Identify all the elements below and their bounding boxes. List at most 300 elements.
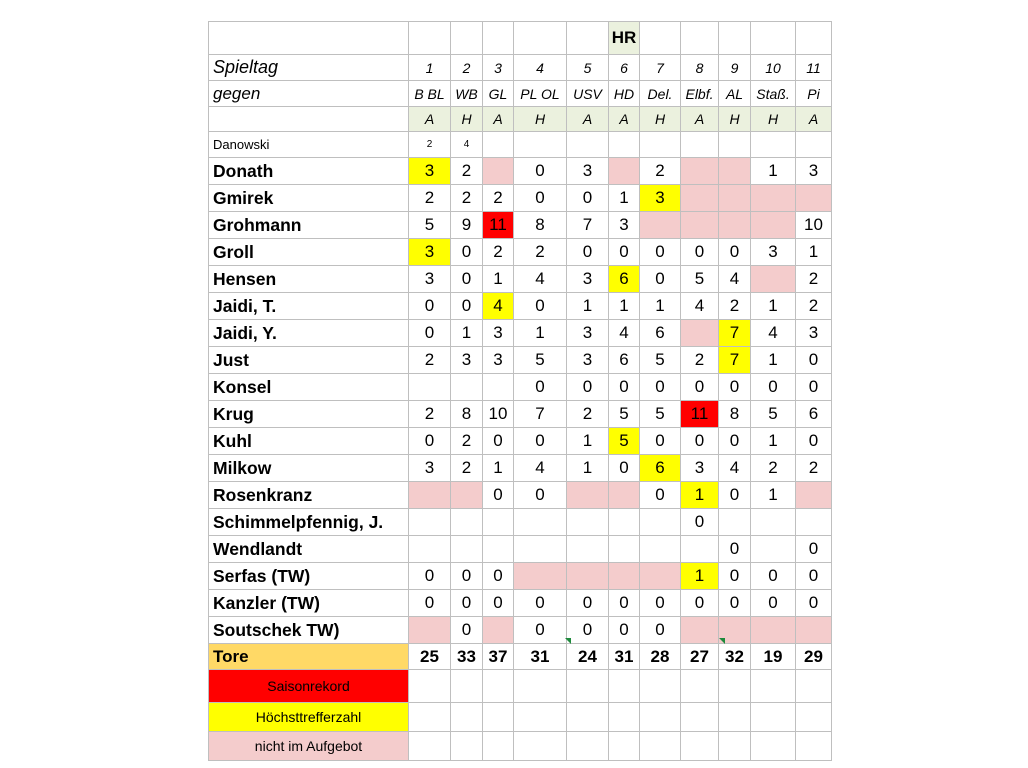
goals-cell[interactable]	[751, 536, 796, 563]
goals-cell[interactable]: 2	[514, 239, 567, 266]
goals-cell[interactable]: 8	[719, 401, 751, 428]
goals-cell[interactable]: 0	[796, 347, 832, 374]
goals-cell[interactable]	[681, 158, 719, 185]
game-number[interactable]: 8	[681, 55, 719, 81]
empty-cell[interactable]	[640, 670, 681, 703]
game-number[interactable]: 7	[640, 55, 681, 81]
goals-cell[interactable]: 1	[751, 428, 796, 455]
goals-cell[interactable]: 10	[796, 212, 832, 239]
top-cell[interactable]	[451, 22, 483, 55]
player-name[interactable]: Wendlandt	[209, 536, 409, 563]
home-away[interactable]: H	[719, 107, 751, 132]
tore-total[interactable]: 31	[514, 644, 567, 670]
goals-cell[interactable]: 0	[751, 374, 796, 401]
game-number[interactable]: 2	[451, 55, 483, 81]
empty-cell[interactable]	[719, 703, 751, 732]
top-cell[interactable]	[796, 22, 832, 55]
note-name[interactable]: Danowski	[209, 132, 409, 158]
top-cell[interactable]	[567, 22, 609, 55]
goals-cell[interactable]	[609, 509, 640, 536]
goals-cell[interactable]	[483, 509, 514, 536]
empty-cell[interactable]	[609, 703, 640, 732]
goals-cell[interactable]: 0	[719, 590, 751, 617]
goals-cell[interactable]	[409, 617, 451, 644]
goals-cell[interactable]: 5	[609, 428, 640, 455]
goals-cell[interactable]: 0	[514, 617, 567, 644]
player-name[interactable]: Rosenkranz	[209, 482, 409, 509]
goals-cell[interactable]: 0	[719, 536, 751, 563]
note-cell[interactable]: 4	[451, 132, 483, 158]
goals-cell[interactable]: 9	[451, 212, 483, 239]
goals-cell[interactable]: 2	[751, 455, 796, 482]
opponent[interactable]: AL	[719, 81, 751, 107]
goals-cell[interactable]	[751, 212, 796, 239]
goals-cell[interactable]: 2	[640, 158, 681, 185]
tore-total[interactable]: 31	[609, 644, 640, 670]
home-away[interactable]: H	[451, 107, 483, 132]
goals-cell[interactable]: 3	[567, 320, 609, 347]
goals-cell[interactable]: 2	[409, 185, 451, 212]
goals-cell[interactable]: 0	[409, 293, 451, 320]
goals-cell[interactable]: 2	[451, 455, 483, 482]
goals-cell[interactable]: 0	[609, 455, 640, 482]
opponent[interactable]: WB	[451, 81, 483, 107]
goals-cell[interactable]: 3	[567, 266, 609, 293]
tore-total[interactable]: 25	[409, 644, 451, 670]
goals-cell[interactable]: 3	[567, 347, 609, 374]
tore-total[interactable]: 19	[751, 644, 796, 670]
goals-cell[interactable]: 0	[514, 374, 567, 401]
empty-cell[interactable]	[567, 732, 609, 761]
goals-cell[interactable]: 0	[451, 266, 483, 293]
goals-cell[interactable]: 1	[609, 185, 640, 212]
empty-cell[interactable]	[514, 703, 567, 732]
game-number[interactable]: 3	[483, 55, 514, 81]
goals-cell[interactable]	[681, 185, 719, 212]
goals-cell[interactable]	[514, 536, 567, 563]
goals-cell[interactable]	[567, 482, 609, 509]
goals-cell[interactable]: 5	[409, 212, 451, 239]
empty-cell[interactable]	[209, 22, 409, 55]
empty-cell[interactable]	[451, 732, 483, 761]
top-cell[interactable]	[681, 22, 719, 55]
goals-cell[interactable]: 3	[681, 455, 719, 482]
goals-cell[interactable]: 0	[640, 617, 681, 644]
empty-cell[interactable]	[751, 732, 796, 761]
empty-cell[interactable]	[796, 703, 832, 732]
player-name[interactable]: Just	[209, 347, 409, 374]
player-name[interactable]: Schimmelpfennig, J.	[209, 509, 409, 536]
goals-cell[interactable]: 3	[567, 158, 609, 185]
goals-cell[interactable]: 0	[567, 374, 609, 401]
goals-cell[interactable]	[567, 536, 609, 563]
spieltag-label[interactable]: Spieltag	[209, 55, 409, 81]
home-away[interactable]: H	[514, 107, 567, 132]
goals-cell[interactable]	[483, 536, 514, 563]
empty-cell[interactable]	[483, 732, 514, 761]
goals-cell[interactable]	[751, 266, 796, 293]
goals-cell[interactable]	[609, 158, 640, 185]
goals-cell[interactable]: 2	[719, 293, 751, 320]
goals-cell[interactable]: 0	[796, 536, 832, 563]
goals-cell[interactable]: 0	[640, 590, 681, 617]
empty-cell[interactable]	[751, 703, 796, 732]
goals-cell[interactable]: 2	[567, 401, 609, 428]
goals-cell[interactable]	[796, 185, 832, 212]
empty-cell[interactable]	[681, 732, 719, 761]
goals-cell[interactable]: 4	[681, 293, 719, 320]
home-away[interactable]: A	[567, 107, 609, 132]
goals-cell[interactable]: 3	[483, 320, 514, 347]
goals-cell[interactable]	[751, 617, 796, 644]
home-away[interactable]: A	[483, 107, 514, 132]
goals-cell[interactable]: 3	[409, 455, 451, 482]
player-name[interactable]: Kuhl	[209, 428, 409, 455]
goals-cell[interactable]: 1	[567, 455, 609, 482]
empty-cell[interactable]	[451, 670, 483, 703]
goals-cell[interactable]	[483, 158, 514, 185]
top-cell[interactable]	[640, 22, 681, 55]
tore-total[interactable]: 28	[640, 644, 681, 670]
goals-cell[interactable]	[409, 509, 451, 536]
empty-cell[interactable]	[209, 107, 409, 132]
goals-cell[interactable]: 0	[514, 293, 567, 320]
goals-cell[interactable]: 1	[451, 320, 483, 347]
goals-cell[interactable]	[609, 482, 640, 509]
opponent[interactable]: Del.	[640, 81, 681, 107]
goals-cell[interactable]: 2	[796, 455, 832, 482]
legend-not-in-squad[interactable]: nicht im Aufgebot	[209, 732, 409, 761]
goals-cell[interactable]: 5	[640, 347, 681, 374]
goals-cell[interactable]: 1	[483, 455, 514, 482]
goals-cell[interactable]: 6	[796, 401, 832, 428]
goals-cell[interactable]: 1	[640, 293, 681, 320]
goals-cell[interactable]: 0	[719, 239, 751, 266]
goals-cell[interactable]: 6	[609, 347, 640, 374]
opponent[interactable]: Staß.	[751, 81, 796, 107]
note-cell[interactable]	[796, 132, 832, 158]
opponent[interactable]: PL OL	[514, 81, 567, 107]
goals-cell[interactable]: 2	[796, 266, 832, 293]
goals-cell[interactable]: 3	[796, 320, 832, 347]
goals-cell[interactable]: 0	[796, 590, 832, 617]
goals-cell[interactable]	[451, 482, 483, 509]
goals-cell[interactable]	[640, 536, 681, 563]
goals-cell[interactable]: 2	[681, 347, 719, 374]
goals-cell[interactable]: 11	[681, 401, 719, 428]
goals-cell[interactable]: 1	[681, 563, 719, 590]
home-away[interactable]: H	[751, 107, 796, 132]
note-cell[interactable]	[719, 132, 751, 158]
goals-cell[interactable]	[640, 212, 681, 239]
tore-label[interactable]: Tore	[209, 644, 409, 670]
goals-cell[interactable]: 0	[567, 617, 609, 644]
goals-cell[interactable]: 6	[640, 455, 681, 482]
goals-cell[interactable]	[483, 617, 514, 644]
empty-cell[interactable]	[796, 670, 832, 703]
goals-cell[interactable]: 0	[640, 239, 681, 266]
empty-cell[interactable]	[409, 732, 451, 761]
goals-cell[interactable]: 0	[681, 239, 719, 266]
goals-cell[interactable]: 1	[483, 266, 514, 293]
empty-cell[interactable]	[751, 670, 796, 703]
empty-cell[interactable]	[567, 670, 609, 703]
goals-cell[interactable]	[681, 617, 719, 644]
empty-cell[interactable]	[409, 703, 451, 732]
goals-cell[interactable]: 0	[514, 428, 567, 455]
home-away[interactable]: A	[681, 107, 719, 132]
goals-cell[interactable]: 2	[483, 185, 514, 212]
goals-cell[interactable]: 4	[751, 320, 796, 347]
game-number[interactable]: 11	[796, 55, 832, 81]
empty-cell[interactable]	[640, 703, 681, 732]
empty-cell[interactable]	[681, 703, 719, 732]
goals-cell[interactable]	[719, 185, 751, 212]
goals-cell[interactable]: 5	[681, 266, 719, 293]
goals-cell[interactable]: 3	[409, 158, 451, 185]
note-cell[interactable]: 2	[409, 132, 451, 158]
empty-cell[interactable]	[640, 732, 681, 761]
goals-cell[interactable]: 1	[796, 239, 832, 266]
goals-cell[interactable]: 0	[409, 563, 451, 590]
empty-cell[interactable]	[514, 670, 567, 703]
goals-cell[interactable]: 1	[751, 158, 796, 185]
empty-cell[interactable]	[483, 703, 514, 732]
empty-cell[interactable]	[451, 703, 483, 732]
empty-cell[interactable]	[681, 670, 719, 703]
player-name[interactable]: Hensen	[209, 266, 409, 293]
goals-cell[interactable]: 0	[681, 590, 719, 617]
goals-cell[interactable]: 0	[640, 428, 681, 455]
goals-cell[interactable]: 1	[751, 347, 796, 374]
goals-cell[interactable]: 1	[567, 293, 609, 320]
goals-cell[interactable]: 0	[514, 185, 567, 212]
top-cell[interactable]	[751, 22, 796, 55]
tore-total[interactable]: 29	[796, 644, 832, 670]
empty-cell[interactable]	[609, 670, 640, 703]
goals-cell[interactable]: 3	[409, 266, 451, 293]
home-away[interactable]: A	[796, 107, 832, 132]
player-name[interactable]: Donath	[209, 158, 409, 185]
goals-cell[interactable]: 0	[567, 185, 609, 212]
goals-cell[interactable]: 0	[609, 617, 640, 644]
goals-cell[interactable]: 1	[567, 428, 609, 455]
goals-cell[interactable]: 0	[514, 482, 567, 509]
player-name[interactable]: Groll	[209, 239, 409, 266]
goals-cell[interactable]: 0	[567, 239, 609, 266]
goals-cell[interactable]	[719, 158, 751, 185]
tore-total[interactable]: 24	[567, 644, 609, 670]
goals-cell[interactable]	[681, 320, 719, 347]
goals-cell[interactable]	[514, 509, 567, 536]
player-name[interactable]: Krug	[209, 401, 409, 428]
goals-cell[interactable]	[451, 374, 483, 401]
goals-cell[interactable]	[719, 212, 751, 239]
goals-cell[interactable]: 4	[719, 266, 751, 293]
goals-cell[interactable]: 3	[796, 158, 832, 185]
goals-cell[interactable]	[640, 509, 681, 536]
goals-cell[interactable]: 0	[451, 617, 483, 644]
goals-cell[interactable]: 0	[719, 482, 751, 509]
goals-cell[interactable]: 6	[640, 320, 681, 347]
opponent[interactable]: B BL	[409, 81, 451, 107]
tore-total[interactable]: 33	[451, 644, 483, 670]
empty-cell[interactable]	[409, 670, 451, 703]
game-number[interactable]: 5	[567, 55, 609, 81]
top-cell[interactable]	[483, 22, 514, 55]
goals-cell[interactable]	[451, 509, 483, 536]
game-number[interactable]: 4	[514, 55, 567, 81]
goals-cell[interactable]	[409, 536, 451, 563]
player-name[interactable]: Kanzler (TW)	[209, 590, 409, 617]
home-away[interactable]: A	[409, 107, 451, 132]
player-name[interactable]: Grohmann	[209, 212, 409, 239]
goals-cell[interactable]: 2	[409, 347, 451, 374]
goals-cell[interactable]: 0	[409, 428, 451, 455]
goals-cell[interactable]	[483, 374, 514, 401]
goals-cell[interactable]	[409, 482, 451, 509]
goals-cell[interactable]: 0	[796, 563, 832, 590]
goals-cell[interactable]: 0	[514, 590, 567, 617]
goals-cell[interactable]: 3	[451, 347, 483, 374]
goals-cell[interactable]: 7	[567, 212, 609, 239]
empty-cell[interactable]	[514, 732, 567, 761]
opponent[interactable]: HD	[609, 81, 640, 107]
goals-cell[interactable]: 3	[640, 185, 681, 212]
goals-cell[interactable]: 5	[609, 401, 640, 428]
goals-cell[interactable]	[796, 509, 832, 536]
player-name[interactable]: Gmirek	[209, 185, 409, 212]
goals-cell[interactable]: 4	[609, 320, 640, 347]
goals-cell[interactable]	[681, 536, 719, 563]
goals-cell[interactable]: 7	[719, 347, 751, 374]
goals-cell[interactable]	[796, 482, 832, 509]
opponent[interactable]: Elbf.	[681, 81, 719, 107]
note-cell[interactable]	[483, 132, 514, 158]
goals-cell[interactable]: 0	[640, 374, 681, 401]
goals-cell[interactable]: 0	[451, 563, 483, 590]
goals-cell[interactable]: 0	[609, 374, 640, 401]
goals-cell[interactable]: 8	[514, 212, 567, 239]
note-cell[interactable]	[609, 132, 640, 158]
legend-season-record[interactable]: Saisonrekord	[209, 670, 409, 703]
goals-cell[interactable]	[796, 617, 832, 644]
goals-cell[interactable]: 0	[514, 158, 567, 185]
goals-cell[interactable]: 0	[483, 563, 514, 590]
goals-cell[interactable]: 0	[451, 590, 483, 617]
goals-cell[interactable]: 2	[451, 428, 483, 455]
goals-cell[interactable]: 0	[640, 482, 681, 509]
goals-cell[interactable]	[640, 563, 681, 590]
goals-cell[interactable]: 1	[609, 293, 640, 320]
goals-cell[interactable]: 0	[451, 293, 483, 320]
goals-cell[interactable]: 2	[483, 239, 514, 266]
player-name[interactable]: Jaidi, T.	[209, 293, 409, 320]
note-cell[interactable]	[681, 132, 719, 158]
goals-cell[interactable]: 0	[483, 482, 514, 509]
tore-total[interactable]: 27	[681, 644, 719, 670]
goals-cell[interactable]: 0	[751, 590, 796, 617]
note-cell[interactable]	[567, 132, 609, 158]
goals-cell[interactable]: 7	[719, 320, 751, 347]
goals-cell[interactable]: 0	[609, 590, 640, 617]
top-cell[interactable]	[514, 22, 567, 55]
goals-cell[interactable]: 0	[567, 590, 609, 617]
top-cell[interactable]	[409, 22, 451, 55]
goals-cell[interactable]: 4	[514, 266, 567, 293]
empty-cell[interactable]	[567, 703, 609, 732]
goals-cell[interactable]: 11	[483, 212, 514, 239]
goals-cell[interactable]: 4	[483, 293, 514, 320]
goals-cell[interactable]: 0	[409, 590, 451, 617]
goals-cell[interactable]: 4	[719, 455, 751, 482]
goals-cell[interactable]	[719, 509, 751, 536]
goals-cell[interactable]: 6	[609, 266, 640, 293]
tore-total[interactable]: 37	[483, 644, 514, 670]
goals-cell[interactable]: 0	[409, 320, 451, 347]
opponent[interactable]: GL	[483, 81, 514, 107]
goals-cell[interactable]	[514, 563, 567, 590]
empty-cell[interactable]	[719, 670, 751, 703]
goals-cell[interactable]: 5	[751, 401, 796, 428]
goals-cell[interactable]: 0	[719, 374, 751, 401]
player-name[interactable]: Soutschek TW)	[209, 617, 409, 644]
goals-cell[interactable]	[409, 374, 451, 401]
goals-cell[interactable]: 7	[514, 401, 567, 428]
goals-cell[interactable]	[567, 509, 609, 536]
goals-cell[interactable]: 1	[514, 320, 567, 347]
goals-cell[interactable]: 0	[796, 374, 832, 401]
opponent[interactable]: Pi	[796, 81, 832, 107]
empty-cell[interactable]	[483, 670, 514, 703]
goals-cell[interactable]: 2	[451, 185, 483, 212]
goals-cell[interactable]: 3	[751, 239, 796, 266]
empty-cell[interactable]	[719, 732, 751, 761]
goals-cell[interactable]: 3	[483, 347, 514, 374]
goals-cell[interactable]	[751, 185, 796, 212]
goals-cell[interactable]	[751, 509, 796, 536]
goals-cell[interactable]: 5	[640, 401, 681, 428]
goals-cell[interactable]: 0	[719, 563, 751, 590]
goals-cell[interactable]: 0	[640, 266, 681, 293]
goals-cell[interactable]: 0	[609, 239, 640, 266]
goals-cell[interactable]	[451, 536, 483, 563]
goals-cell[interactable]	[609, 536, 640, 563]
empty-cell[interactable]	[796, 732, 832, 761]
player-name[interactable]: Konsel	[209, 374, 409, 401]
goals-cell[interactable]: 10	[483, 401, 514, 428]
goals-cell[interactable]: 2	[796, 293, 832, 320]
note-cell[interactable]	[514, 132, 567, 158]
game-number[interactable]: 10	[751, 55, 796, 81]
goals-cell[interactable]: 0	[796, 428, 832, 455]
goals-cell[interactable]: 2	[451, 158, 483, 185]
hr-marker[interactable]: HR	[609, 22, 640, 55]
goals-cell[interactable]: 0	[681, 374, 719, 401]
goals-cell[interactable]	[567, 563, 609, 590]
goals-cell[interactable]: 1	[681, 482, 719, 509]
goals-cell[interactable]: 5	[514, 347, 567, 374]
top-cell[interactable]	[719, 22, 751, 55]
goals-cell[interactable]: 0	[483, 590, 514, 617]
goals-cell[interactable]: 1	[751, 482, 796, 509]
home-away[interactable]: A	[609, 107, 640, 132]
tore-total[interactable]: 32	[719, 644, 751, 670]
goals-cell[interactable]: 8	[451, 401, 483, 428]
goals-cell[interactable]: 0	[681, 509, 719, 536]
goals-cell[interactable]: 3	[609, 212, 640, 239]
note-cell[interactable]	[751, 132, 796, 158]
